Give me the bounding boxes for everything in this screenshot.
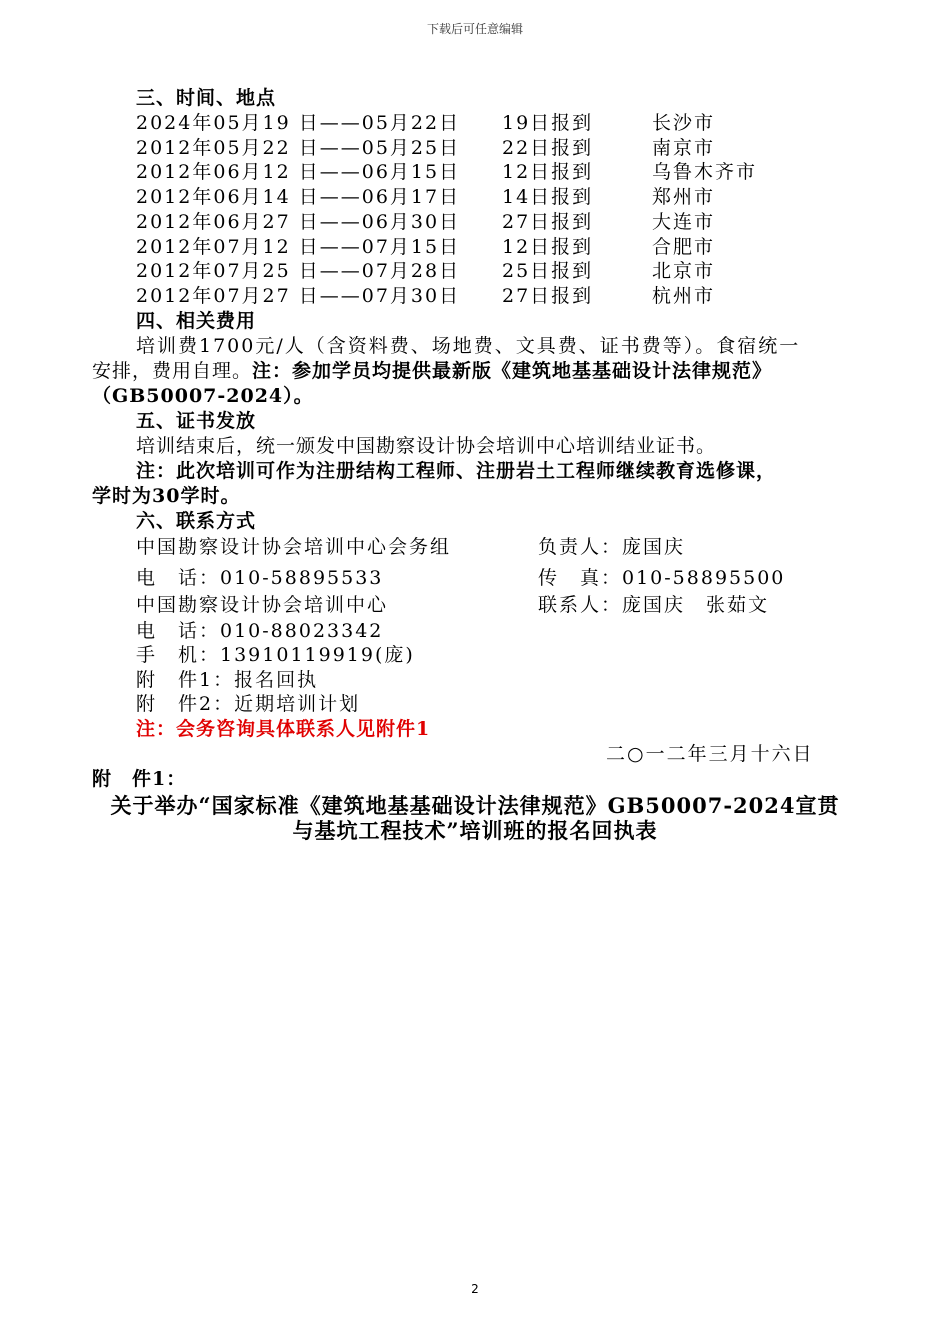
schedule-row <box>0 284 950 309</box>
contact-row-7 <box>0 692 950 717</box>
schedule-city: 乌鲁木齐市 <box>652 161 758 184</box>
contact-row-3 <box>0 593 950 618</box>
schedule-dates: 2012年06月14 日——06月17日 <box>136 186 461 209</box>
schedule-report: 19日报到 <box>502 112 594 134</box>
attachment-title-line-2: 与基坑工程技术”培训班的报名回执表 <box>292 818 658 843</box>
schedule-dates: 2012年06月12 日——06月15日 <box>136 161 461 184</box>
organizer-1: 中国勘察设计协会培训中心会务组 <box>136 536 452 558</box>
schedule-city: 长沙市 <box>652 112 716 134</box>
schedule-report: 12日报到 <box>502 161 594 184</box>
schedule-row <box>0 185 950 210</box>
section6-heading: 六、联系方式 <box>136 510 257 532</box>
schedule-report: 14日报到 <box>502 186 594 209</box>
page-header: 下载后可任意编辑 <box>426 22 523 36</box>
fax-1: 传 真：010-58895500 <box>538 567 786 589</box>
consult-note: 注：会务咨询具体联系人见附件1 <box>136 718 431 740</box>
certificate-note-2: 学时为30学时。 <box>92 485 241 507</box>
contact-row-2 <box>0 566 950 591</box>
attachment-title-line-1: 关于举办“国家标准《建筑地基基础设计法律规范》GB50007-2024宣贯 <box>110 793 840 818</box>
mobile: 手 机：13910119919(庞) <box>136 644 415 666</box>
schedule-dates: 2012年07月27 日——07月30日 <box>136 284 461 307</box>
issue-date: 二○一二年三月十六日 <box>606 743 814 765</box>
fee-line-1: 培训费1700元/人（含资料费、场地费、文具费、证书费等）。食宿统一 <box>136 335 801 357</box>
schedule-row <box>0 160 950 185</box>
attachment-1-ref: 附 件1：报名回执 <box>136 669 319 691</box>
attachment-2-ref: 附 件2：近期培训计划 <box>136 693 361 715</box>
schedule-city: 杭州市 <box>652 284 716 307</box>
contact-row-5 <box>0 643 950 668</box>
phone-2: 电 话：010-88023342 <box>136 620 384 642</box>
page-number: 2 <box>471 1282 479 1296</box>
schedule-row <box>0 111 950 136</box>
schedule-city: 合肥市 <box>652 235 716 258</box>
schedule-city: 北京市 <box>652 260 716 283</box>
fee-line-2 <box>92 359 772 383</box>
schedule-row <box>0 235 950 260</box>
schedule-report: 22日报到 <box>502 136 594 159</box>
schedule-dates: 2012年05月22 日——05月25日 <box>136 136 461 159</box>
person-in-charge: 负责人：庞国庆 <box>538 536 686 558</box>
contact-row-4 <box>0 619 950 644</box>
schedule-report: 27日报到 <box>502 284 594 307</box>
schedule-dates: 2012年06月27 日——06月30日 <box>136 210 461 233</box>
schedule-row <box>0 136 950 161</box>
schedule-dates: 2012年07月12 日——07月15日 <box>136 235 461 258</box>
fee-line-2-plain: 安排，费用自理。 <box>92 360 253 382</box>
contact-row-1 <box>0 535 950 560</box>
schedule-report: 12日报到 <box>502 235 594 258</box>
schedule-dates: 2012年07月25 日——07月28日 <box>136 260 461 283</box>
certificate-text: 培训结束后，统一颁发中国勘察设计协会培训中心培训结业证书。 <box>136 435 717 457</box>
fee-note-standard: （GB50007-2024）。 <box>92 385 314 407</box>
contact-person: 联系人：庞国庆 张茹文 <box>538 594 770 616</box>
schedule-city: 大连市 <box>652 210 716 233</box>
schedule-row <box>0 210 950 235</box>
schedule-report: 27日报到 <box>502 210 594 233</box>
certificate-note-1: 注：此次培训可作为注册结构工程师、注册岩土工程师继续教育选修课， <box>136 460 777 482</box>
section5-heading: 五、证书发放 <box>136 410 257 432</box>
contact-row-6 <box>0 668 950 693</box>
organizer-2: 中国勘察设计协会培训中心 <box>136 594 389 616</box>
schedule-city: 郑州市 <box>652 186 716 209</box>
schedule-row <box>0 259 950 284</box>
schedule-city: 南京市 <box>652 136 716 159</box>
fee-note: 注：参加学员均提供最新版《建筑地基基础设计法律规范》 <box>252 360 773 382</box>
phone-1: 电 话：010-58895533 <box>136 567 384 589</box>
schedule-report: 25日报到 <box>502 260 594 283</box>
schedule-dates: 2024年05月19 日——05月22日 <box>136 112 461 134</box>
section4-heading: 四、相关费用 <box>136 310 257 332</box>
section3-heading: 三、时间、地点 <box>136 87 277 109</box>
attachment-label: 附 件1： <box>92 768 187 790</box>
